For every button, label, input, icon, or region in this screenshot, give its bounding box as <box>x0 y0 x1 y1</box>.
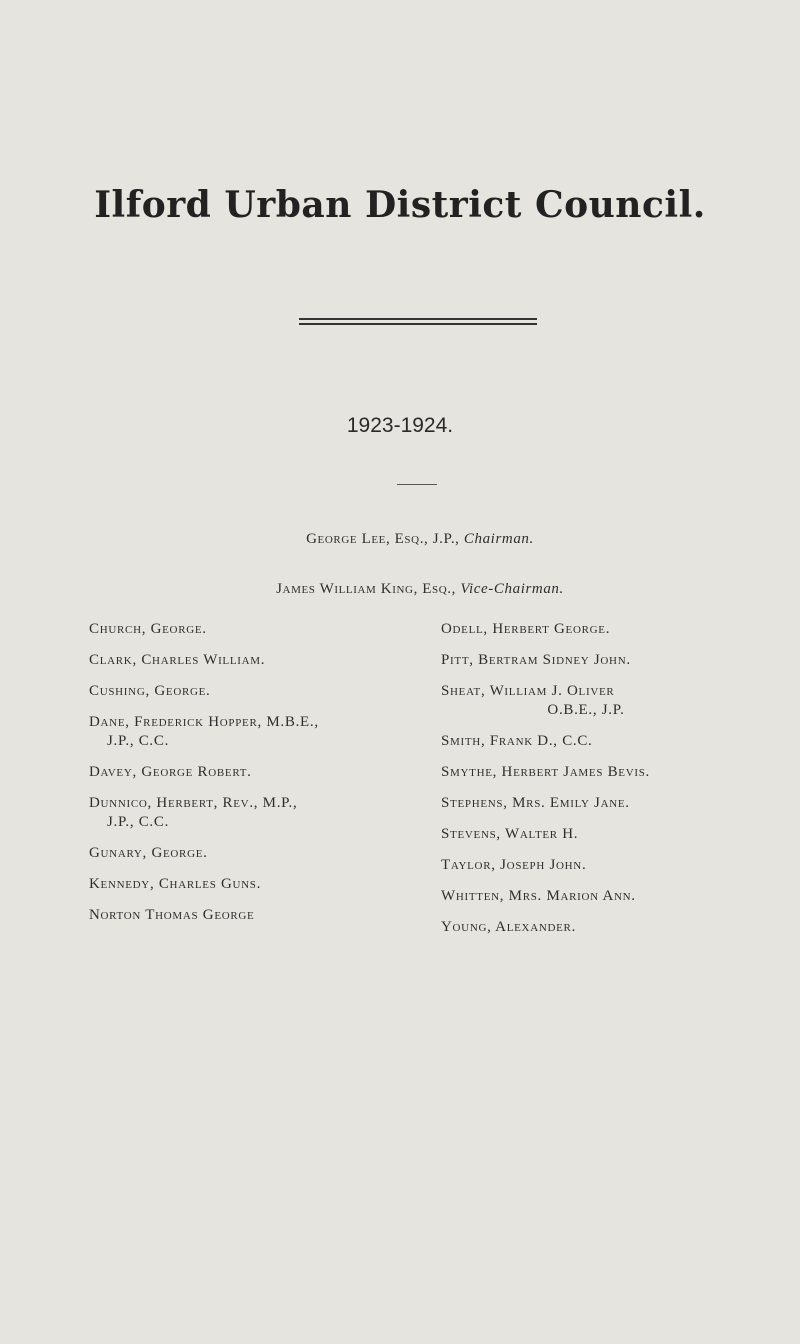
chairman-role: Chairman. <box>463 531 534 547</box>
member-entry <box>441 825 731 844</box>
member-name: Kennedy, Charles Guns. <box>89 876 262 892</box>
member-name: Smith, Frank D., C.C. <box>441 733 593 749</box>
member-entry <box>89 713 359 751</box>
member-name: Church, George. <box>89 621 207 637</box>
short-rule-divider <box>397 484 437 485</box>
member-entry <box>89 906 359 925</box>
member-entry <box>89 794 359 832</box>
member-entry <box>441 794 731 813</box>
member-entry <box>89 620 359 639</box>
member-name: Odell, Herbert George. <box>441 621 611 637</box>
member-entry <box>441 620 731 639</box>
member-name: Norton Thomas George <box>89 907 255 923</box>
member-name-continued: J.P., C.C. <box>107 733 170 749</box>
member-entry <box>89 844 359 863</box>
member-entry <box>441 651 731 670</box>
rule-line-top <box>299 318 537 320</box>
member-name: Stevens, Walter H. <box>441 826 579 842</box>
member-name: Stephens, Mrs. Emily Jane. <box>441 795 630 811</box>
member-entry <box>89 651 359 670</box>
member-name-continued: O.B.E., J.P. <box>547 702 625 718</box>
member-name: Young, Alexander. <box>441 919 577 935</box>
member-name: Pitt, Bertram Sidney John. <box>441 652 631 668</box>
chairman-line <box>0 531 800 548</box>
member-entry <box>89 682 359 701</box>
member-name: Cushing, George. <box>89 683 211 699</box>
rule-line-bottom <box>299 323 537 325</box>
member-name: Taylor, Joseph John. <box>441 857 587 873</box>
term-years: 1923-1924. <box>346 414 454 437</box>
council-title: Ilford Urban District Council. <box>94 184 706 226</box>
member-name: Whitten, Mrs. Marion Ann. <box>441 888 636 904</box>
member-entry <box>441 732 731 751</box>
member-name: Clark, Charles William. <box>89 652 266 668</box>
members-right-column <box>441 620 731 949</box>
member-name: Smythe, Herbert James Bevis. <box>441 764 650 780</box>
vice-chairman-role: Vice-Chairman. <box>460 581 564 597</box>
member-entry <box>441 763 731 782</box>
vice-chairman-line <box>0 581 800 598</box>
vice-chairman-name: James William King, Esq., <box>276 581 456 597</box>
member-name: Sheat, William J. Oliver <box>441 683 615 699</box>
member-entry <box>89 763 359 782</box>
member-entry <box>441 682 731 720</box>
member-name: Davey, George Robert. <box>89 764 252 780</box>
member-name: Dunnico, Herbert, Rev., M.P., <box>89 795 298 811</box>
chairman-name: George Lee, Esq., J.P., <box>306 531 460 547</box>
member-entry <box>441 918 731 937</box>
member-entry <box>441 887 731 906</box>
member-entry <box>441 856 731 875</box>
member-entry <box>89 875 359 894</box>
member-name: Dane, Frederick Hopper, M.B.E., <box>89 714 319 730</box>
member-name-continued: J.P., C.C. <box>107 814 170 830</box>
member-name: Gunary, George. <box>89 845 208 861</box>
members-left-column <box>89 620 359 937</box>
double-rule-divider <box>299 318 537 326</box>
